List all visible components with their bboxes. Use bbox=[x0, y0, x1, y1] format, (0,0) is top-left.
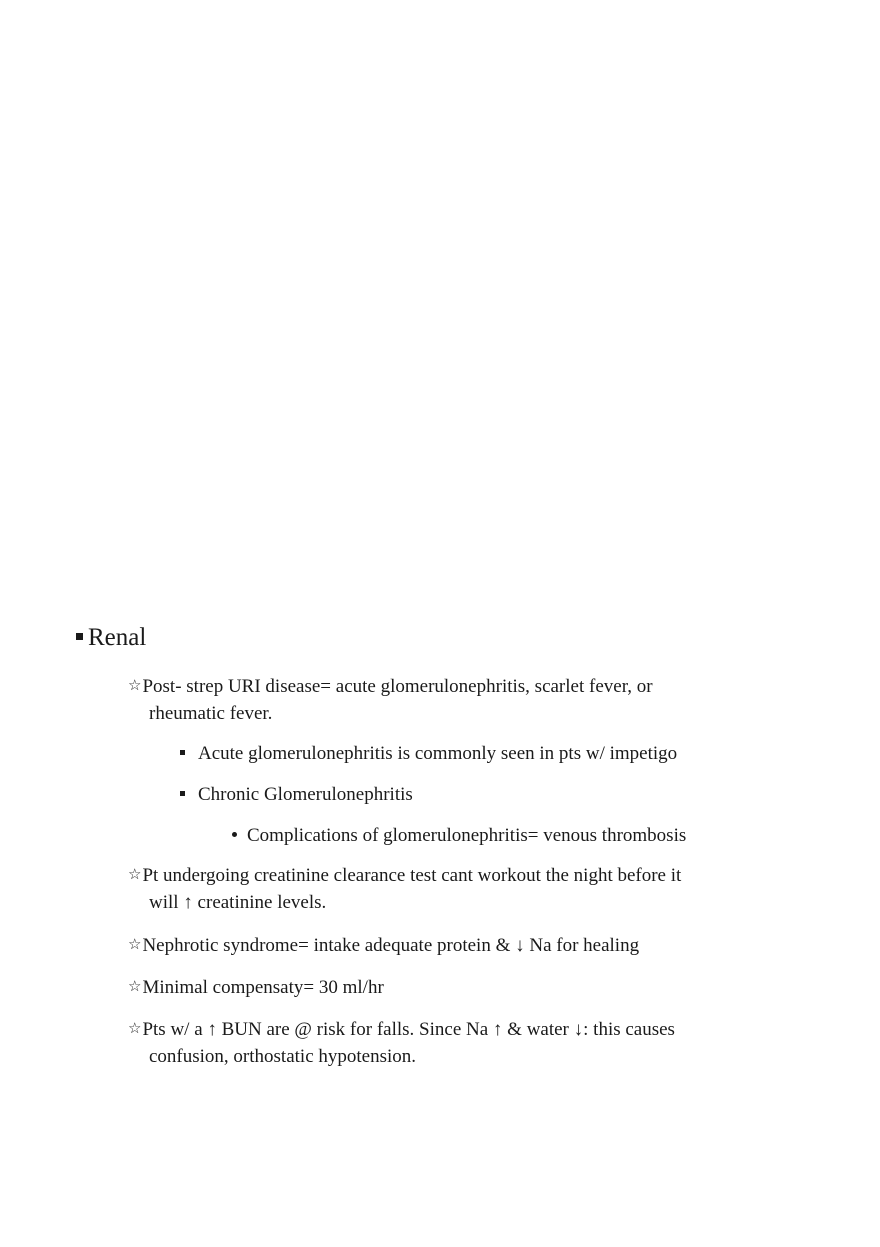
square-bullet-icon bbox=[180, 750, 185, 755]
note-nephrotic bbox=[128, 932, 639, 960]
note-creatinine-continued bbox=[149, 889, 326, 916]
note-text: will ↑ creatinine levels. bbox=[149, 892, 327, 913]
note-bun-continued bbox=[149, 1043, 416, 1070]
note-text: rheumatic fever. bbox=[149, 703, 273, 724]
note-text: Chronic Glomerulonephritis bbox=[198, 784, 413, 805]
subnote-chronic-gn bbox=[180, 781, 413, 808]
section-heading-text: Renal bbox=[88, 624, 147, 651]
note-creatinine bbox=[128, 862, 681, 890]
star-bullet-icon: ☆ bbox=[128, 1019, 142, 1037]
note-text: confusion, orthostatic hypotension. bbox=[149, 1046, 417, 1067]
subnote-acute-gn bbox=[180, 740, 677, 767]
star-bullet-icon: ☆ bbox=[128, 935, 142, 953]
note-post-strep bbox=[128, 673, 653, 701]
note-bun bbox=[128, 1016, 675, 1044]
note-text: Complications of glomerulonephritis= venous thrombosis bbox=[247, 825, 687, 846]
star-bullet-icon: ☆ bbox=[128, 977, 142, 995]
note-text: Minimal compensaty= 30 ml/hr bbox=[142, 977, 384, 998]
note-post-strep-continued bbox=[149, 700, 272, 727]
note-text: Pt undergoing creatinine clearance test cant workout the night before it bbox=[142, 865, 682, 886]
note-minimal-compensaty bbox=[128, 974, 384, 1002]
note-text: Acute glomerulonephritis is commonly seen in pts w/ impetigo bbox=[198, 743, 678, 764]
star-bullet-icon: ☆ bbox=[128, 865, 142, 883]
star-bullet-icon: ☆ bbox=[128, 676, 142, 694]
section-heading bbox=[76, 622, 146, 654]
subnote-complications bbox=[232, 822, 686, 849]
round-bullet-icon bbox=[232, 832, 237, 837]
note-text: Nephrotic syndrome= intake adequate protein & ↓ Na for healing bbox=[142, 935, 640, 956]
square-bullet-icon bbox=[180, 791, 185, 796]
square-bullet-icon bbox=[76, 633, 83, 640]
note-text: Post- strep URI disease= acute glomerulonephritis, scarlet fever, or bbox=[142, 676, 653, 697]
note-text: Pts w/ a ↑ BUN are @ risk for falls. Since Na ↑ & water ↓: this causes bbox=[142, 1019, 675, 1040]
